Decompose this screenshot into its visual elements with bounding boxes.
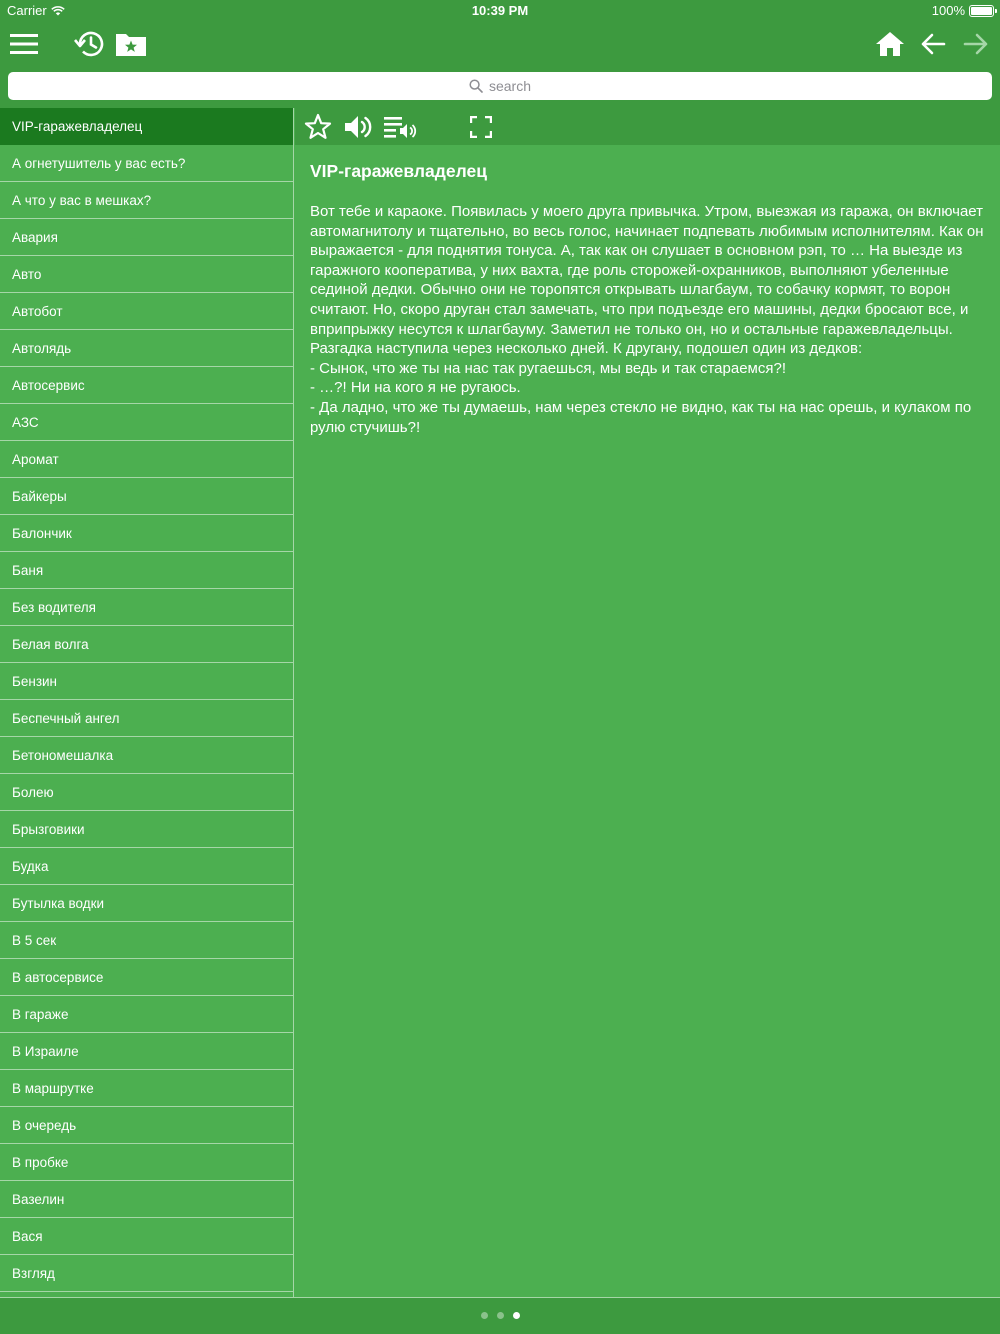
- carrier-label: Carrier: [7, 3, 47, 18]
- app-header: [0, 0, 1000, 108]
- list-item[interactable]: [0, 145, 293, 182]
- article-toolbar: [295, 108, 1000, 145]
- search-placeholder: search: [488, 78, 532, 94]
- page-indicator[interactable]: [0, 1312, 1000, 1319]
- list-item-label: Белая волга: [12, 636, 89, 652]
- list-item-label: А огнетушитель у вас есть?: [12, 155, 186, 171]
- history-button[interactable]: [68, 24, 108, 64]
- list-item-label: Бутылка водки: [12, 895, 105, 911]
- list-item[interactable]: [0, 293, 293, 330]
- article-title: VIP-гаражевладелец: [310, 161, 487, 181]
- list-item-label: А что у вас в мешках?: [12, 192, 152, 208]
- list-item-label: Автолядь: [12, 340, 72, 356]
- fullscreen-button[interactable]: [464, 110, 498, 144]
- list-item[interactable]: [0, 515, 293, 552]
- list-item-label: Байкеры: [12, 488, 67, 504]
- favorites-folder-button[interactable]: [111, 24, 151, 64]
- article-view: [295, 145, 1000, 1297]
- page-dot[interactable]: [513, 1312, 520, 1319]
- list-item[interactable]: [0, 922, 293, 959]
- battery-icon: [969, 5, 994, 17]
- home-icon: [875, 31, 905, 57]
- list-item[interactable]: [0, 996, 293, 1033]
- list-item-label: В автосервисе: [12, 969, 104, 985]
- list-item[interactable]: [0, 737, 293, 774]
- menu-button[interactable]: [4, 24, 44, 64]
- list-item-label: Бензин: [12, 673, 58, 689]
- list-item[interactable]: [0, 404, 293, 441]
- home-button[interactable]: [870, 24, 910, 64]
- battery-indicator: [932, 3, 994, 18]
- list-item-label: Бетономешалка: [12, 747, 114, 763]
- list-item[interactable]: [0, 1033, 293, 1070]
- list-item[interactable]: [0, 552, 293, 589]
- article-body: Вот тебе и караоке. Появилась у моего друга привычка. Утром, выезжая из гаража, он включает автомагнитолу и тщательно, во весь голос, начинает подпевать любимым исполнителям. Как он выражается - для поднятия тонуса. А, так как он слушает в основном рэп, то … На выезде из гаражного кооператива, у них вахта, где роль сторожей-охранников, выполняют убеленные сединой дедки. Обычно они не торопятся открывать шлагбаум, то собачку кормят, то ворон считают. Но, скоро друган стал замечать, что при подъезде его машины, дедки бросают все, и вприпрыжку несутся к шлагбауму. Заметил не только он, но и остальные гаражевладельцы. Разгадка наступила через несколько дней. К другану, подошел один из дедков: - Сынок, что же ты на нас так ругаешься, мы ведь и так стараемся?! - …?! Ни на кого я не ругаюсь. - Да ладно, что же ты думаешь, нам через стекло не видно, как ты на нас орешь, и кулаком по рулю стучишь?!: [310, 203, 984, 436]
- list-item-label: Баня: [12, 562, 44, 578]
- list-item[interactable]: [0, 256, 293, 293]
- star-icon: [304, 113, 332, 141]
- list-item[interactable]: [0, 441, 293, 478]
- list-item[interactable]: [0, 848, 293, 885]
- back-arrow-icon: [920, 32, 946, 56]
- list-item-label: АЗС: [12, 414, 39, 430]
- list-item-label: В Израиле: [12, 1043, 79, 1059]
- speaker-icon: [343, 113, 373, 141]
- article-list[interactable]: [0, 108, 294, 1297]
- list-item[interactable]: [0, 1181, 293, 1218]
- list-item[interactable]: [0, 478, 293, 515]
- list-item-label: В гараже: [12, 1006, 69, 1022]
- status-bar: [0, 0, 1000, 22]
- page-footer: [0, 1297, 1000, 1334]
- list-item-label: В очередь: [12, 1117, 77, 1133]
- history-icon: [72, 29, 104, 59]
- list-item[interactable]: [0, 182, 293, 219]
- list-item-label: Автобот: [12, 303, 63, 319]
- page-dot[interactable]: [481, 1312, 488, 1319]
- search-input[interactable]: [8, 72, 992, 100]
- list-item[interactable]: [0, 1107, 293, 1144]
- list-item-label: Без водителя: [12, 599, 96, 615]
- favorite-button[interactable]: [301, 110, 335, 144]
- list-item[interactable]: [0, 330, 293, 367]
- list-item[interactable]: [0, 108, 293, 145]
- list-item[interactable]: [0, 219, 293, 256]
- battery-percent: 100%: [931, 3, 965, 18]
- list-item[interactable]: [0, 1070, 293, 1107]
- list-item[interactable]: [0, 1218, 293, 1255]
- list-item-label: Беспечный ангел: [12, 710, 120, 726]
- list-item[interactable]: [0, 626, 293, 663]
- menu-icon: [10, 33, 38, 55]
- list-item[interactable]: [0, 700, 293, 737]
- favorites-folder-icon: [115, 31, 147, 57]
- back-button[interactable]: [913, 24, 953, 64]
- list-item-label: VIP-гаражевладелец: [12, 118, 143, 134]
- page-dot[interactable]: [497, 1312, 504, 1319]
- list-item[interactable]: [0, 885, 293, 922]
- search-icon: [469, 79, 483, 93]
- list-item-label: Аромат: [12, 451, 59, 467]
- list-item[interactable]: [0, 959, 293, 996]
- list-item[interactable]: [0, 1144, 293, 1181]
- forward-arrow-icon: [963, 32, 989, 56]
- read-aloud-button[interactable]: [383, 110, 417, 144]
- list-item[interactable]: [0, 663, 293, 700]
- list-item-label: Балончик: [12, 525, 72, 541]
- list-item-label: Вася: [12, 1228, 43, 1244]
- list-item[interactable]: [0, 811, 293, 848]
- list-item[interactable]: [0, 1255, 293, 1292]
- list-item[interactable]: [0, 367, 293, 404]
- list-item-label: В маршрутке: [12, 1080, 94, 1096]
- list-item-label: Авария: [12, 229, 58, 245]
- list-item-label: Авто: [12, 266, 42, 282]
- list-item-label: Взгляд: [12, 1265, 55, 1281]
- list-item[interactable]: [0, 589, 293, 626]
- list-item-label: Брызговики: [12, 821, 85, 837]
- list-item[interactable]: [0, 774, 293, 811]
- list-item-label: Будка: [12, 858, 49, 874]
- list-item-label: Болею: [12, 784, 54, 800]
- speak-button[interactable]: [341, 110, 375, 144]
- playlist-audio-icon: [383, 113, 417, 141]
- list-item-label: В 5 сек: [12, 932, 57, 948]
- forward-button[interactable]: [956, 24, 996, 64]
- clock: 10:39 PM: [471, 3, 529, 18]
- main-toolbar: [0, 22, 1000, 66]
- list-item-label: В пробке: [12, 1154, 69, 1170]
- list-item-label: Вазелин: [12, 1191, 65, 1207]
- fullscreen-icon: [470, 116, 492, 138]
- list-item-label: Автосервис: [12, 377, 85, 393]
